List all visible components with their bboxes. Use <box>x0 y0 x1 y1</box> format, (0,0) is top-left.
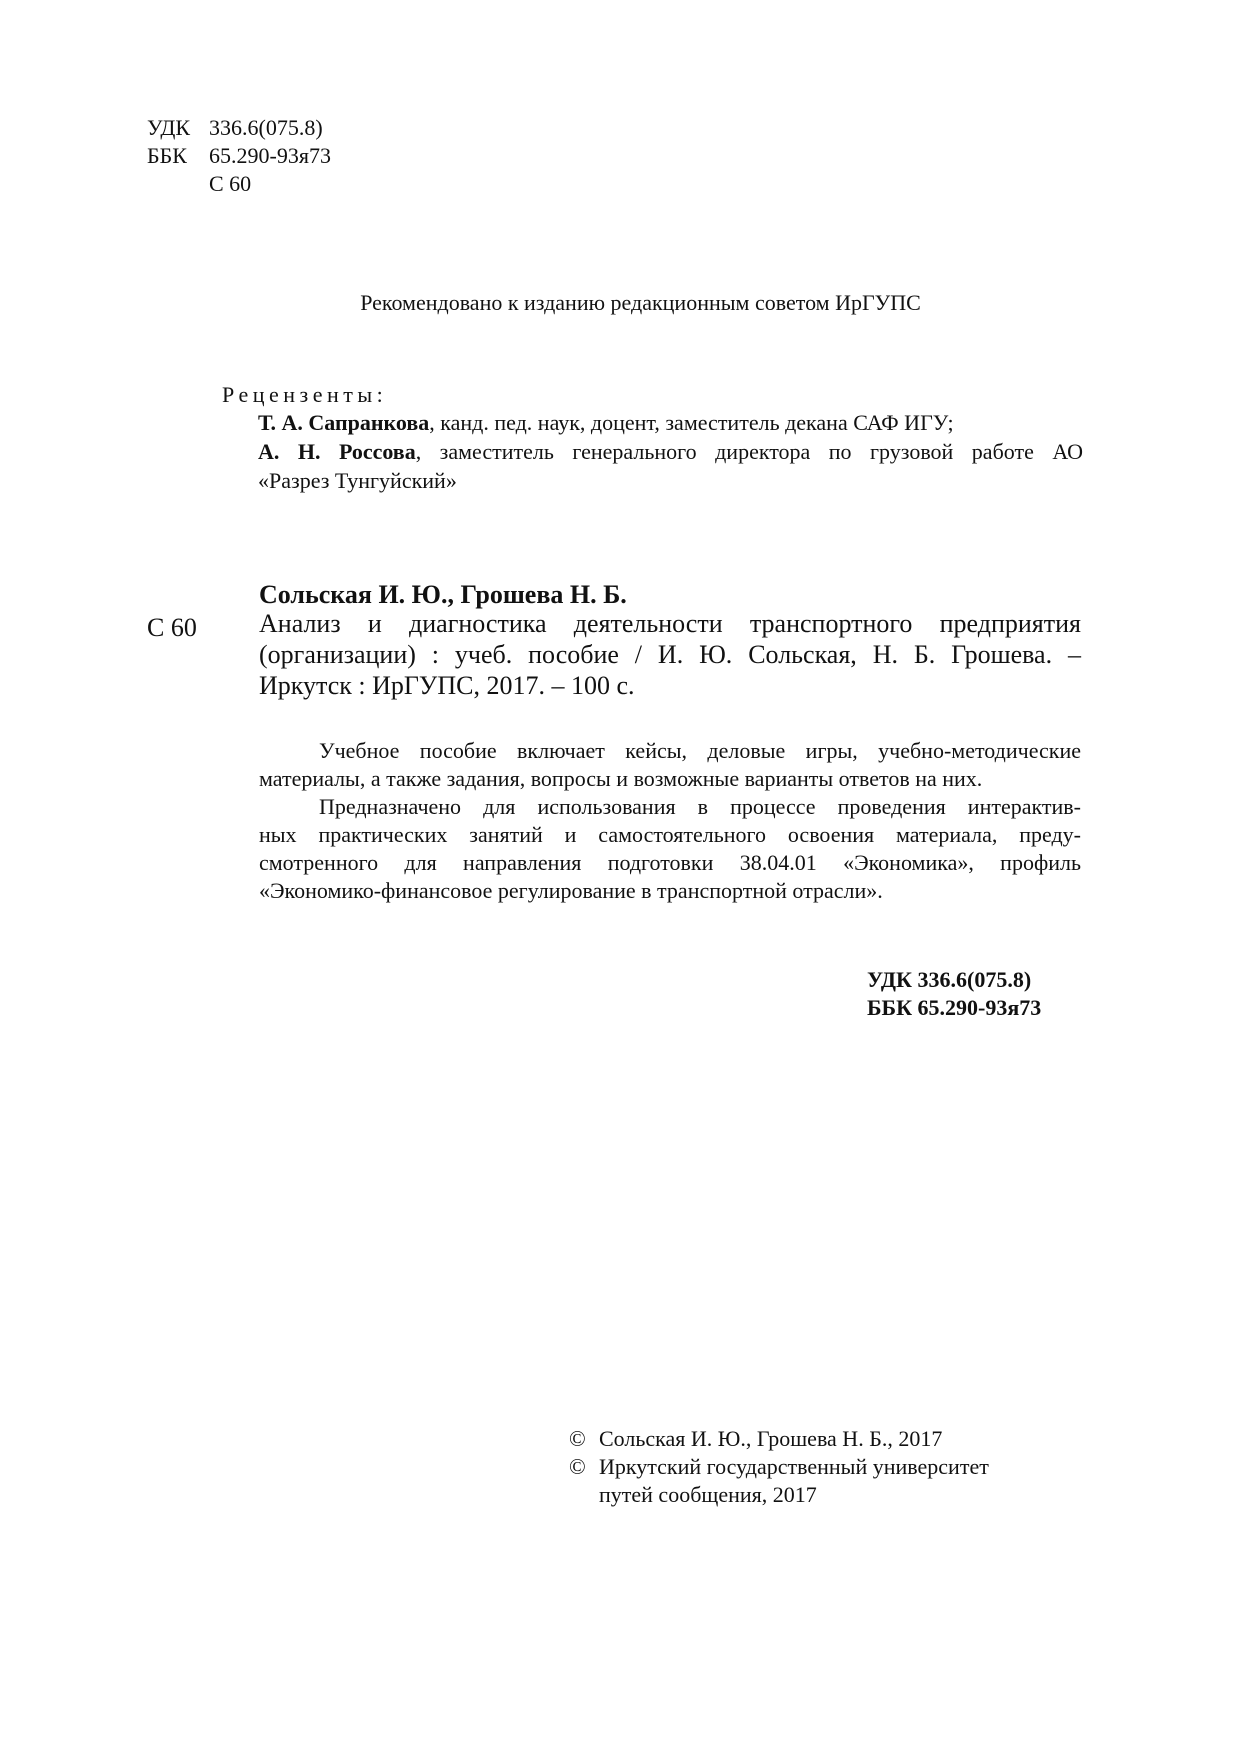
copyright-authors-text: Сольская И. Ю., Грошева Н. Б., 2017 <box>599 1426 943 1451</box>
index-codes <box>867 966 1041 1022</box>
annotation-line-4: ных практических занятий и самостоятельного освоения материала, преду- <box>259 822 1081 847</box>
annotation-line-2: материалы, а также задания, вопросы и возможные варианты ответов на них. <box>259 766 983 791</box>
reviewer-2-details-line2: «Разрез Тунгуйский» <box>258 468 457 493</box>
annotation <box>259 737 1081 905</box>
bbk-row <box>147 142 331 170</box>
udk-label: УДК <box>147 115 191 140</box>
entry-title-line-1: Анализ и диагностика деятельности транспортного предприятия <box>259 609 1081 638</box>
author-mark-row <box>147 170 331 198</box>
copyright-icon: © <box>569 1426 586 1451</box>
reviewer-2-name: А. Н. Россова <box>258 439 416 464</box>
reviewer-1-name: Т. А. Сапранкова <box>258 410 430 435</box>
index-bbk: ББК 65.290-93я73 <box>867 995 1042 1020</box>
entry-description <box>259 608 1081 701</box>
bbk-label: ББК <box>147 143 187 168</box>
recommendation-text: Рекомендовано к изданию редакционным советом ИрГУПС <box>360 290 921 315</box>
udk-row <box>147 114 331 142</box>
reviewer-1-details: , канд. пед. наук, доцент, заместитель декана САФ ИГУ; <box>429 410 954 435</box>
annotation-line-3: Предназначено для использования в процессе проведения интерактив- <box>319 794 1081 819</box>
bbk-value: 65.290-93я73 <box>209 143 331 168</box>
classification-block <box>147 114 331 198</box>
copyright-university <box>569 1453 989 1481</box>
index-udk: УДК 336.6(075.8) <box>867 967 1032 992</box>
annotation-line-1: Учебное пособие включает кейсы, деловые игры, учебно-методические <box>319 738 1081 763</box>
copyright-university-text: Иркутский государственный университет <box>599 1454 989 1479</box>
entry-title-line-3: Иркутск : ИрГУПС, 2017. – 100 с. <box>259 671 635 700</box>
reviewer-2 <box>258 437 1083 495</box>
entry-shelf-mark: С 60 <box>147 613 197 642</box>
copyright-block <box>569 1425 989 1509</box>
udk-value: 336.6(075.8) <box>209 115 323 140</box>
entry-authors: Сольская И. Ю., Грошева Н. Б. <box>259 580 627 609</box>
author-mark: С 60 <box>209 171 252 196</box>
reviewers-heading: Рецензенты: <box>222 382 388 407</box>
copyright-authors <box>569 1425 989 1453</box>
entry-title-line-2: (организации) : учеб. пособие / И. Ю. Сольская, Н. Б. Грошева. – <box>259 640 1081 669</box>
reviewer-1 <box>258 408 1083 437</box>
reviewer-2-details-line1: , заместитель генерального директора по грузовой работе АО <box>415 439 1083 464</box>
annotation-line-6: «Экономико-финансовое регулирование в транспортной отрасли». <box>259 878 883 903</box>
annotation-line-5: смотренного для направления подготовки 38.04.01 «Экономика», профиль <box>259 850 1081 875</box>
copyright-university-cont: путей сообщения, 2017 <box>599 1482 817 1507</box>
copyright-icon: © <box>569 1454 586 1479</box>
